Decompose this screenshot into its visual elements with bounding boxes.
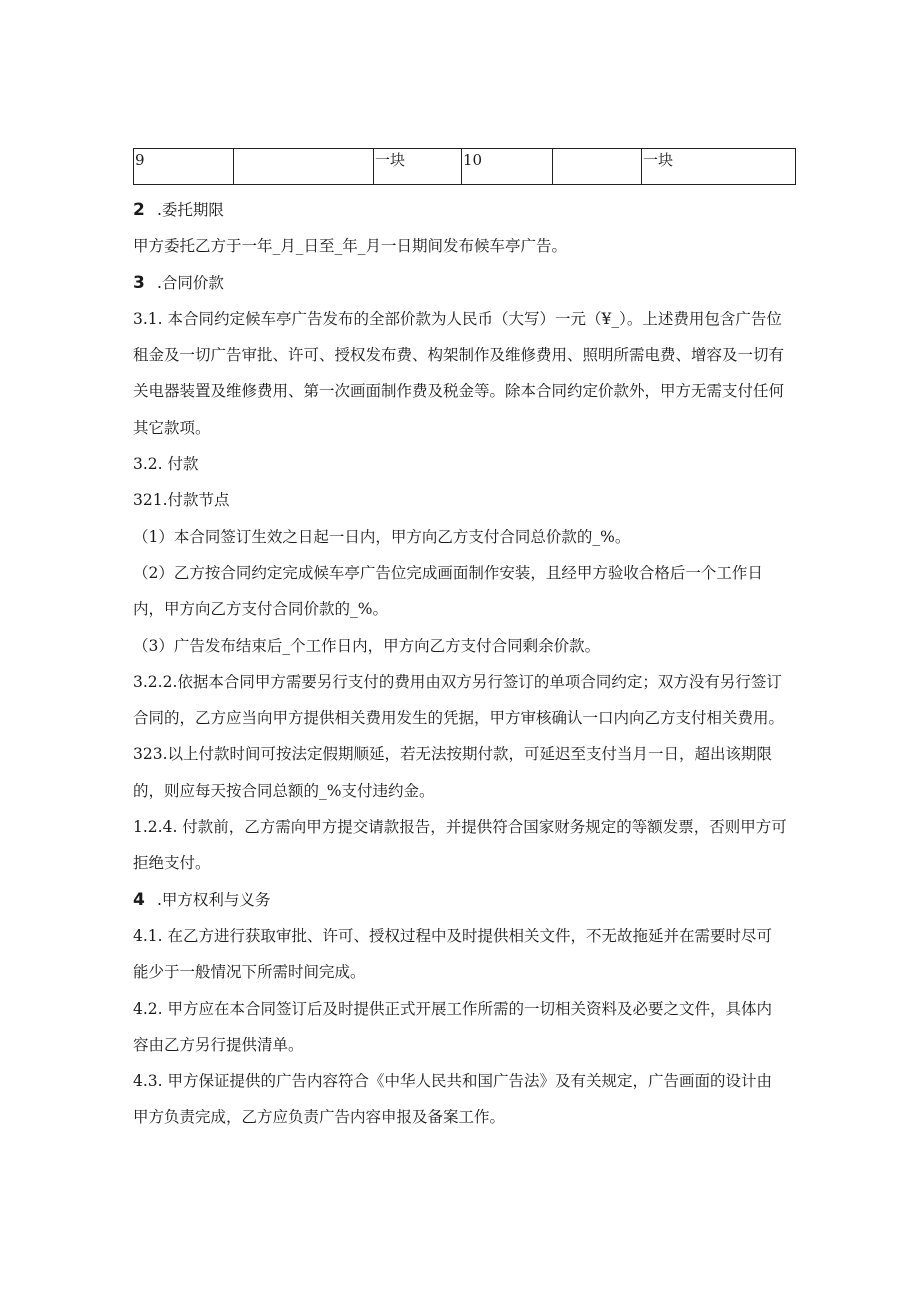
paragraph: 4.3. 甲方保证提供的广告内容符合《中华人民共和国广告法》及有关规定，广告画面的设计由甲方负责完成，乙方应负责广告内容申报及备案工作。 xyxy=(133,1072,773,1127)
paragraph: 3.2.2.依据本合同甲方需要另行支付的费用由双方另行签订的单项合同约定；双方没有另行签订合同的，乙方应当向甲方提供相关费用发生的凭据，甲方审核确认一口内向乙方支付相关费用。 xyxy=(133,672,785,728)
paragraph: （2）乙方按合同约定完成候车亭广告位完成画面制作安装，且经甲方验收合格后一个工作日内，甲方向乙方支付合同价款的_%。 xyxy=(133,563,763,619)
table-cell: 一块 xyxy=(374,149,462,185)
quantity-table xyxy=(133,148,796,185)
paragraph: 3.1. 本合同约定候车亭广告发布的全部价款为人民币（大写）一元（¥_）。上述费用包含广告位租金及一切广告审批、许可、授权发布费、构架制作及维修费用、照明所需电费、增容及一切有关电器装置及维修费用、第一次画面制作费及税金等。除本合同约定价款外，甲方无需支付任何其它款项。 xyxy=(133,309,785,437)
paragraph: （1）本合同签订生效之日起一日内，甲方向乙方支付合同总价款的_%。 xyxy=(133,527,631,546)
section-heading: 4 .甲方权利与义务 xyxy=(133,889,271,910)
paragraph: 4.1. 在乙方进行获取审批、许可、授权过程中及时提供相关文件，不无故拖延并在需要时尽可能少于一般情况下所需时间完成。 xyxy=(133,926,773,982)
paragraph: （3）广告发布结束后_个工作日内，甲方向乙方支付合同剩余价款。 xyxy=(133,636,601,655)
section-heading: 3 .合同价款 xyxy=(133,272,224,293)
paragraph: 3.2. 付款 xyxy=(133,455,199,474)
document-body xyxy=(133,192,787,1136)
table-cell: 9 xyxy=(134,149,234,185)
table-cell xyxy=(234,149,374,185)
section-heading: 2 .委托期限 xyxy=(133,200,224,220)
paragraph: 323.以上付款时间可按法定假期顺延，若无法按期付款，可延迟至支付当月一日，超出该期限的，则应每天按合同总额的_%支付违约金。 xyxy=(133,745,773,800)
paragraph: 1.2.4. 付款前，乙方需向甲方提交请款报告，并提供符合国家财务规定的等额发票，否则甲方可拒绝支付。 xyxy=(133,818,787,873)
paragraph: 4.2. 甲方应在本合同签订后及时提供正式开展工作所需的一切相关资料及必要之文件，具体内容由乙方另行提供清单。 xyxy=(133,999,773,1054)
table-cell: 10 xyxy=(462,149,553,185)
paragraph: 甲方委托乙方于一年_月_日至_年_月一日期间发布候车亭广告。 xyxy=(133,237,568,256)
paragraph: 321.付款节点 xyxy=(133,491,230,510)
table-cell xyxy=(553,149,642,185)
table-cell: 一块 xyxy=(642,149,796,185)
table-row xyxy=(134,149,796,185)
